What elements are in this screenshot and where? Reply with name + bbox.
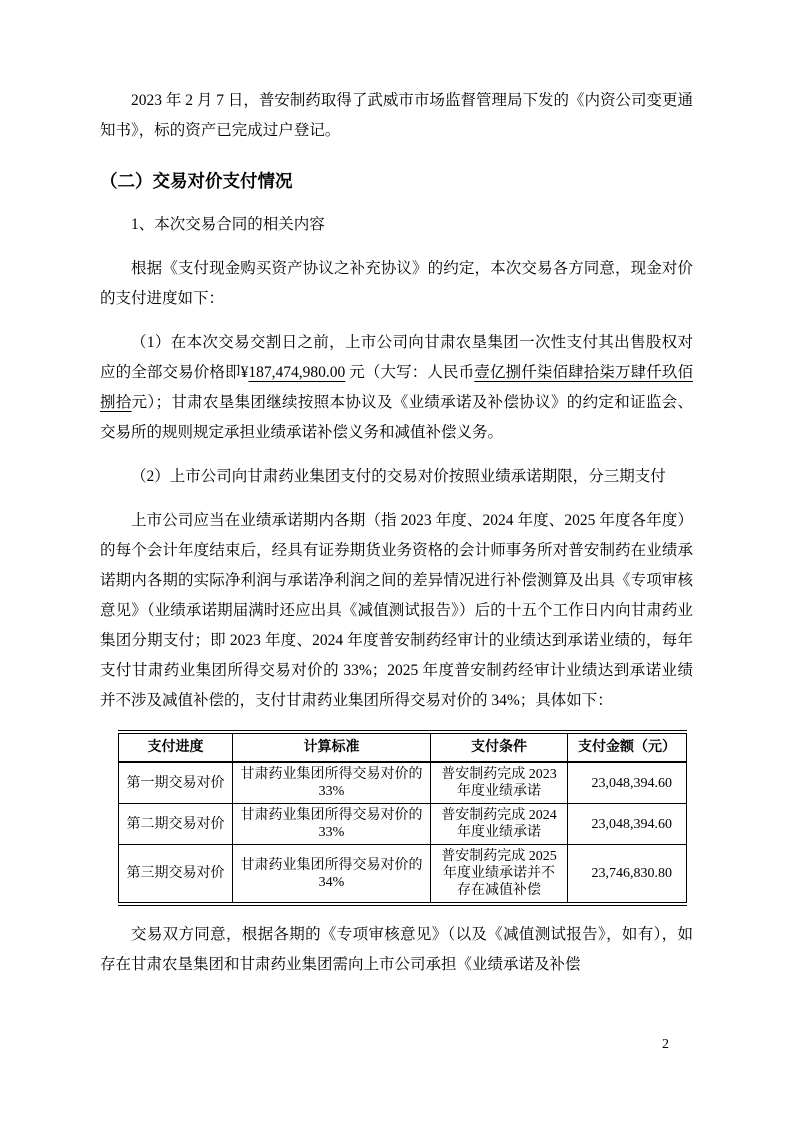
column-header-payment-condition: 支付条件	[431, 732, 568, 762]
cell-condition: 普安制药完成 2024 年度业绩承诺	[431, 804, 568, 845]
column-header-payment-stage: 支付进度	[119, 732, 233, 762]
document-content	[100, 86, 693, 980]
table-row	[119, 762, 687, 804]
cell-stage: 第三期交易对价	[119, 845, 233, 905]
cell-amount: 23,048,394.60	[568, 762, 687, 804]
table-row	[119, 804, 687, 845]
payment-schedule-table	[118, 730, 687, 906]
transaction-amount-numeric: 187,474,980.00	[248, 364, 346, 381]
section-heading-payment-status: （二）交易对价支付情况	[100, 171, 293, 191]
paragraph-payment-progress-intro: 根据《支付现金购买资产协议之补充协议》的约定，本次交易各方同意，现金对价的支付进度如下：	[100, 260, 693, 307]
paragraph-three-installments: （2）上市公司向甘肃药业集团支付的交易对价按照业绩承诺期限，分三期支付	[131, 468, 666, 485]
transaction-amount-chinese: 壹亿捌仟柒佰肆拾柒万肆仟玖佰捌拾	[100, 364, 693, 411]
cell-stage: 第二期交易对价	[119, 804, 233, 845]
paragraph-text: 元（大写：人民币	[345, 364, 475, 381]
paragraph-mutual-agreement: 交易双方同意，根据各期的《专项审核意见》（以及《减值测试报告》，如有），如存在甘肃农垦集团和甘肃药业集团需向上市公司承担《业绩承诺及补偿	[100, 926, 693, 973]
paragraph-text: 元）；甘肃农垦集团继续按照本协议及《业绩承诺及补偿协议》的约定和证监会、交易所的规则规定承担业绩承诺补偿义务和减值补偿义务。	[100, 394, 693, 441]
cell-stage: 第一期交易对价	[119, 762, 233, 804]
page-number: 2	[662, 1037, 669, 1052]
cell-standard: 甘肃药业集团所得交易对价的33%	[233, 804, 431, 845]
cell-standard: 甘肃药业集团所得交易对价的33%	[233, 762, 431, 804]
paragraph-contract-content-title: 1、本次交易合同的相关内容	[131, 216, 325, 233]
paragraph-performance-commitment-terms: 上市公司应当在业绩承诺期内各期（指 2023 年度、2024 年度、2025 年度各年度）的每个会计年度结束后，经具有证券期货业务资格的会计师事务所对普安制药在业绩承诺期内各期的实际净利润与承诺净利润之间的差异情况进行补偿测算及出具《专项审核意见》（业绩承诺期届满时还应出具《减值测试报告》）后的十五个工作日内向甘肃药业集团分期支付；即 2023 年度、2024 年度普安制药经审计的业绩达到承诺业绩的，每年支付甘肃药业集团所得交易对价的 33%；2025 年度普安制药经审计业绩达到承诺业绩并不涉及减值补偿的，支付甘肃药业集团所得交易对价的 34%；具体如下：	[100, 512, 693, 709]
cell-amount: 23,048,394.60	[568, 804, 687, 845]
table-row	[119, 845, 687, 905]
cell-condition: 普安制药完成 2025 年度业绩承诺并不存在减值补偿	[431, 845, 568, 905]
cell-condition: 普安制药完成 2023 年度业绩承诺	[431, 762, 568, 804]
column-header-calc-standard: 计算标准	[233, 732, 431, 762]
column-header-payment-amount: 支付金额（元）	[568, 732, 687, 762]
paragraph-registration-complete: 2023 年 2 月 7 日，普安制药取得了武威市市场监督管理局下发的《内资公司变更通知书》，标的资产已完成过户登记。	[100, 92, 693, 139]
table-header-row	[119, 732, 687, 762]
paragraph-text: （1）在本次交易交割日之前，上市公司向甘肃农垦集团一次性支付其出售股权对应的全部交易价格即¥	[100, 334, 693, 381]
cell-standard: 甘肃药业集团所得交易对价的34%	[233, 845, 431, 905]
cell-amount: 23,746,830.80	[568, 845, 687, 905]
paragraph-first-installment-terms	[100, 328, 693, 448]
